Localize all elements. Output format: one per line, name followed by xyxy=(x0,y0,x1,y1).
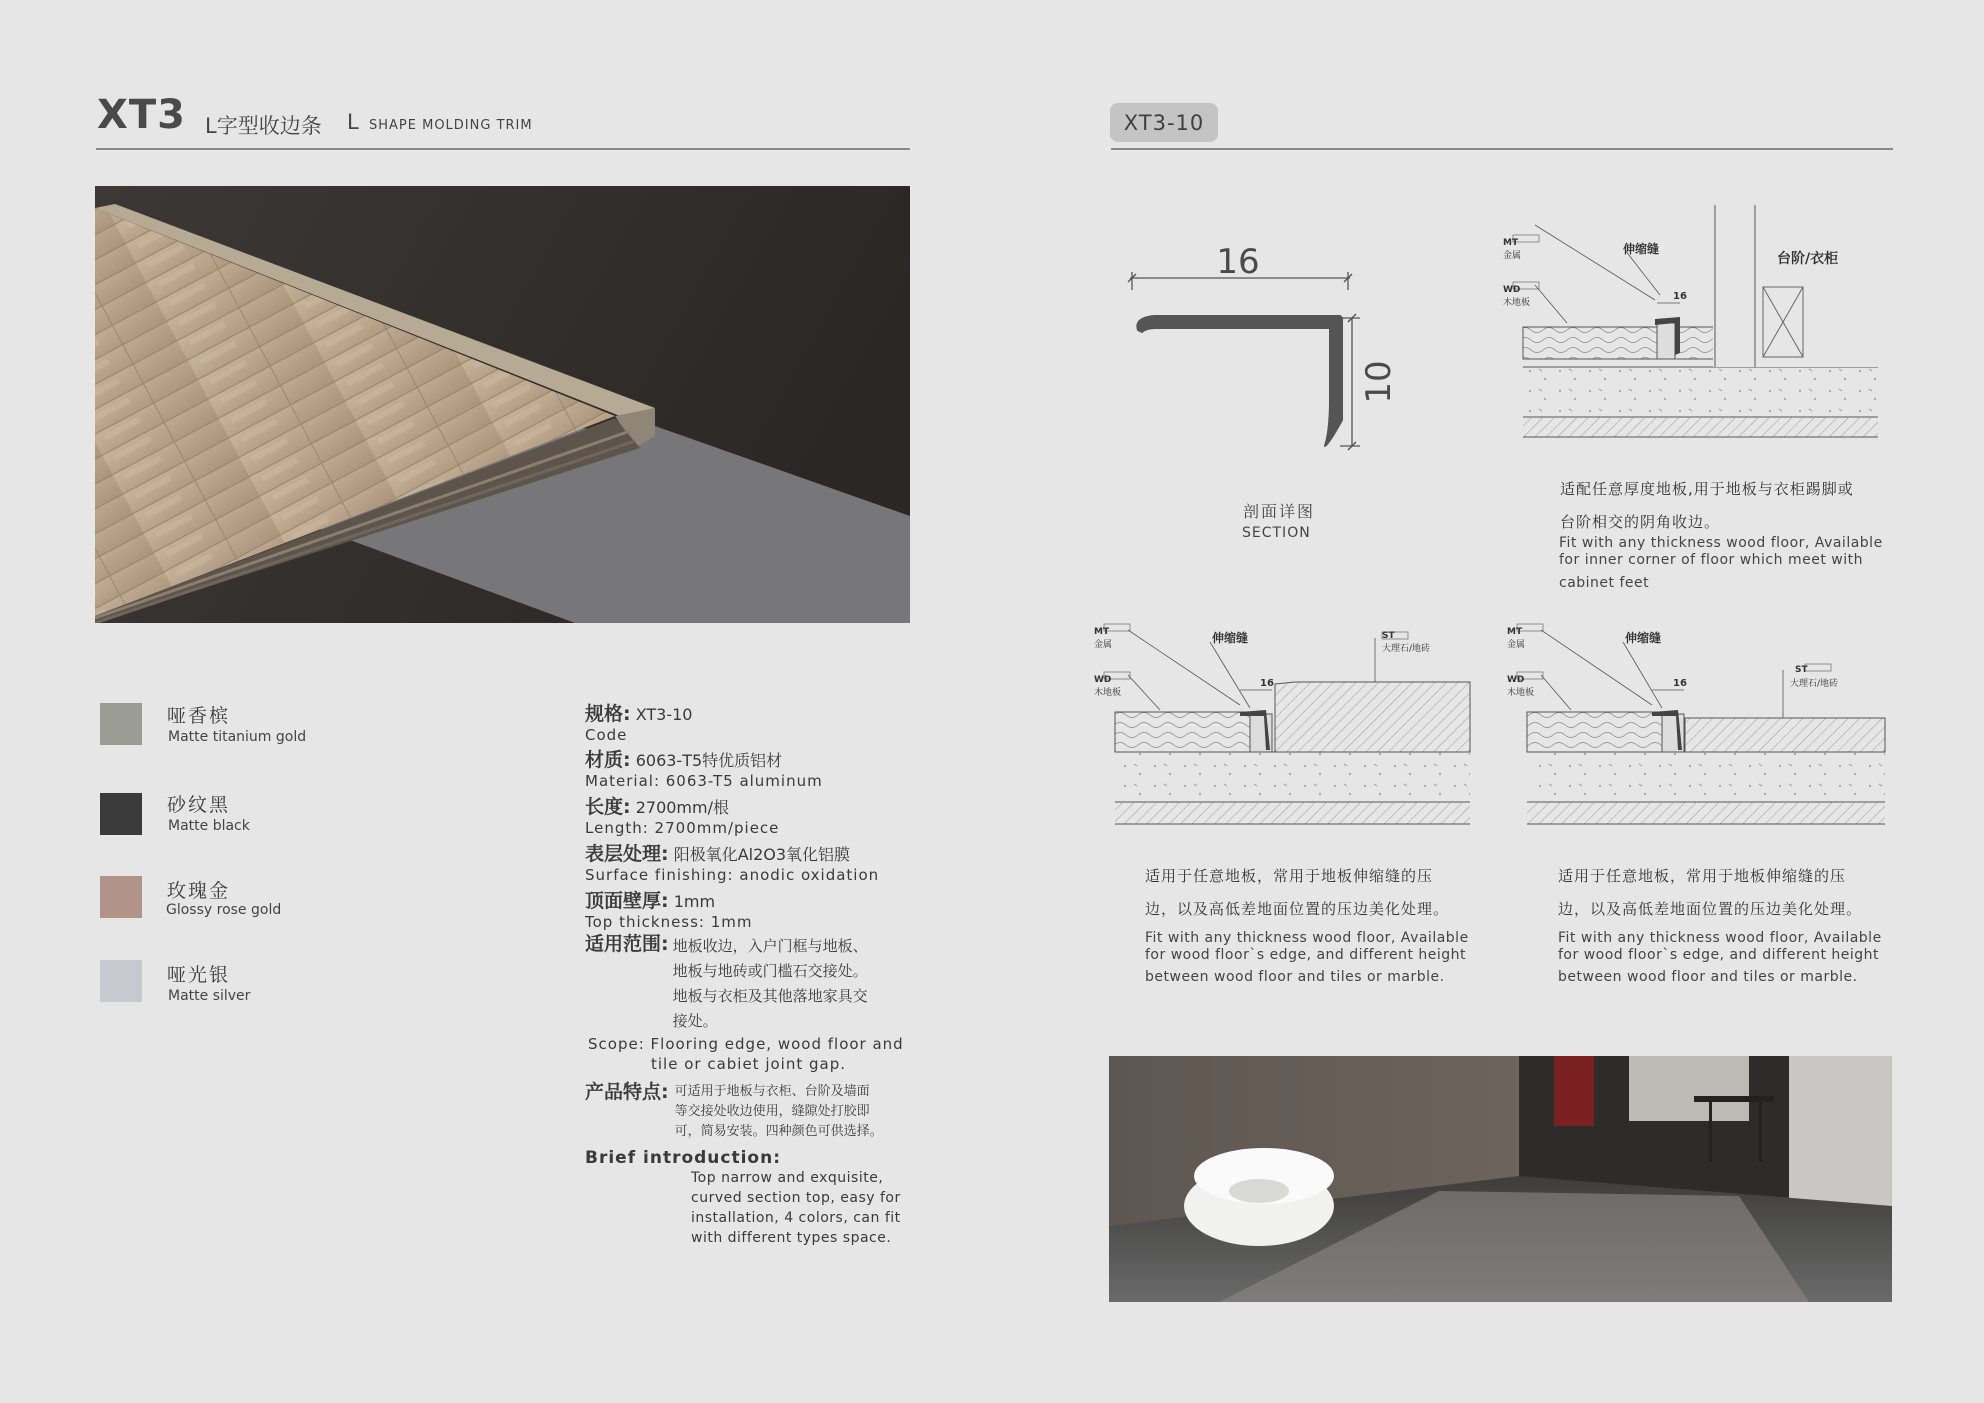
label-cabinet: 台阶/衣柜 xyxy=(1777,251,1839,267)
spec-material xyxy=(585,750,925,771)
feature-line: 可适用于地板与衣柜、台阶及墙面 xyxy=(674,1084,870,1099)
spec-code-value: XT3-10 xyxy=(635,705,693,724)
spec-scope-en-2: tile or cabiet joint gap. xyxy=(651,1055,847,1073)
step-desc-cn xyxy=(1145,860,1485,926)
swatch-matte-silver xyxy=(100,960,142,1002)
cabinet-desc-en-line: for inner corner of floor which meet with xyxy=(1559,552,1863,568)
color-name-cn: 砂纹黑 xyxy=(167,794,231,816)
spec-finish-value: 阳极氧化Al2O3氧化铝膜 xyxy=(673,845,851,864)
cabinet-desc-cn-line: 适配任意厚度地板,用于地板与衣柜踢脚或 xyxy=(1560,480,1854,498)
step-desc-cn-line: 边，以及高低差地面位置的压边美化处理。 xyxy=(1145,900,1450,918)
cabinet-desc-en-line: Fit with any thickness wood floor, Available xyxy=(1559,535,1883,551)
spec-length-value: 2700mm/根 xyxy=(635,798,729,817)
color-name-en: Matte titanium gold xyxy=(168,729,307,745)
step-desc-en xyxy=(1145,930,1485,986)
spec-scope xyxy=(585,934,925,1034)
step-desc-en-line: between wood floor and tiles or marble. xyxy=(1145,969,1445,985)
scope-line: 接处。 xyxy=(672,1012,718,1030)
color-name-cn: 哑香槟 xyxy=(167,705,231,727)
label-gap: 16 xyxy=(1673,678,1687,689)
flat-desc-en-line: for wood floor`s edge, and different height xyxy=(1558,947,1880,963)
spec-finish-en: Surface finishing: anodic oxidation xyxy=(585,866,880,884)
swatch-glossy-rose-gold xyxy=(100,876,142,918)
scope-line: 地板与地砖或门槛石交接处。 xyxy=(672,962,868,980)
cabinet-desc-en-line: cabinet feet xyxy=(1559,575,1650,591)
brief-lines xyxy=(691,1168,925,1248)
spec-scope-en-1: Scope: Flooring edge, wood floor and xyxy=(588,1035,904,1053)
section-caption-en: SECTION xyxy=(1242,525,1311,541)
spec-block xyxy=(585,704,925,1248)
flat-desc-en-line: between wood floor and tiles or marble. xyxy=(1558,969,1858,985)
spec-thickness-value: 1mm xyxy=(673,892,716,911)
label-st-cn: 大理石/地砖 xyxy=(1382,644,1431,654)
brief-line: Top narrow and exquisite, xyxy=(691,1170,884,1186)
spec-thickness-en: Top thickness: 1mm xyxy=(585,913,753,931)
install-diagram-cabinet xyxy=(1495,205,1895,470)
feature-line: 等交接处收边使用，缝隙处打胶即 xyxy=(674,1104,870,1119)
label-mt: MT xyxy=(1094,627,1110,637)
right-header-rule xyxy=(1111,148,1893,150)
spec-material-en: Material: 6063-T5 aluminum xyxy=(585,772,823,790)
label-wd: WD xyxy=(1503,285,1521,295)
interior-photo xyxy=(1109,1056,1892,1302)
step-desc-en-line: for wood floor`s edge, and different height xyxy=(1145,947,1467,963)
color-name-cn: 玫瑰金 xyxy=(167,880,231,902)
label-st: ST xyxy=(1795,665,1808,675)
step-desc-en-line: Fit with any thickness wood floor, Available xyxy=(1145,930,1469,946)
label-st: ST xyxy=(1382,631,1395,641)
spec-feature-lines xyxy=(675,1082,883,1142)
color-name-en: Matte black xyxy=(168,818,250,834)
label-st-cn: 大理石/地砖 xyxy=(1790,679,1839,689)
title-cn: L字型收边条 xyxy=(205,114,322,138)
swatch-matte-titanium-gold xyxy=(100,703,142,745)
flat-desc-cn-line: 边，以及高低差地面位置的压边美化处理。 xyxy=(1558,900,1863,918)
feature-line: 可，简易安装。四种颜色可供选择。 xyxy=(674,1124,883,1139)
flat-desc-en-line: Fit with any thickness wood floor, Available xyxy=(1558,930,1882,946)
install-diagram-step xyxy=(1090,620,1475,850)
spec-scope-lines xyxy=(673,934,868,1034)
flat-desc-en xyxy=(1558,930,1898,986)
spec-finish xyxy=(585,844,925,865)
label-wd-cn: 木地板 xyxy=(1507,688,1535,698)
label-wd-cn: 木地板 xyxy=(1094,688,1122,698)
spec-scope-label: 适用范围: xyxy=(585,933,669,955)
spec-code-label: 规格: xyxy=(585,703,631,725)
label-joint: 伸缩缝 xyxy=(1623,242,1660,256)
height-dimension: 10 xyxy=(1359,360,1399,404)
spec-length xyxy=(585,797,925,818)
label-gap: 16 xyxy=(1260,678,1274,689)
brief-line: installation, 4 colors, can fit xyxy=(691,1210,901,1226)
spec-thickness xyxy=(585,891,925,912)
spec-features xyxy=(585,1082,925,1142)
label-mt-cn: 金属 xyxy=(1503,251,1522,261)
spec-material-value: 6063-T5特优质铝材 xyxy=(635,751,783,770)
label-wd: WD xyxy=(1094,675,1112,685)
left-header-rule xyxy=(96,148,910,150)
label-wd: WD xyxy=(1507,675,1525,685)
cabinet-desc-cn-line: 台阶相交的阴角收边。 xyxy=(1560,513,1721,531)
spec-code xyxy=(585,704,925,725)
install-diagram-flat xyxy=(1505,620,1890,850)
spec-length-en: Length: 2700mm/piece xyxy=(585,819,780,837)
cabinet-desc-en xyxy=(1559,535,1899,592)
spec-code-en: Code xyxy=(585,726,628,744)
series-code: XT3 xyxy=(97,92,186,138)
title-en-prefix: L xyxy=(347,110,359,134)
spec-finish-label: 表层处理: xyxy=(585,843,669,865)
spec-length-label: 长度: xyxy=(585,796,631,818)
brief-line: with different types space. xyxy=(691,1230,892,1246)
label-gap: 16 xyxy=(1673,291,1687,302)
label-mt: MT xyxy=(1503,238,1519,248)
model-badge: XT3-10 xyxy=(1110,103,1218,142)
label-mt-cn: 金属 xyxy=(1094,640,1113,650)
spec-material-label: 材质: xyxy=(585,749,631,771)
swatch-matte-black xyxy=(100,793,142,835)
scope-line: 地板收边，入户门框与地板、 xyxy=(672,937,868,955)
brief-label: Brief introduction: xyxy=(585,1148,782,1168)
width-dimension: 16 xyxy=(1216,242,1260,282)
label-joint: 伸缩缝 xyxy=(1625,631,1662,645)
scope-line: 地板与衣柜及其他落地家具交 xyxy=(672,987,868,1005)
title-en: SHAPE MOLDING TRIM xyxy=(369,118,533,133)
step-desc-cn-line: 适用于任意地板，常用于地板伸缩缝的压 xyxy=(1145,867,1434,885)
section-caption-cn: 剖面详图 xyxy=(1243,502,1316,521)
cabinet-desc-cn xyxy=(1560,473,1900,539)
label-mt: MT xyxy=(1507,627,1523,637)
color-name-cn: 哑光银 xyxy=(167,964,231,986)
flat-desc-cn-line: 适用于任意地板，常用于地板伸缩缝的压 xyxy=(1558,867,1847,885)
color-name-en: Matte silver xyxy=(168,988,251,1004)
spec-feature-label: 产品特点: xyxy=(585,1081,669,1103)
section-drawing xyxy=(1120,230,1450,460)
label-mt-cn: 金属 xyxy=(1507,640,1526,650)
label-joint: 伸缩缝 xyxy=(1212,631,1249,645)
product-photo xyxy=(95,186,910,623)
spec-thickness-label: 顶面壁厚: xyxy=(585,890,669,912)
label-wd-cn: 木地板 xyxy=(1503,298,1531,308)
flat-desc-cn xyxy=(1558,860,1898,926)
brief-line: curved section top, easy for xyxy=(691,1190,901,1206)
color-name-en: Glossy rose gold xyxy=(166,902,282,918)
